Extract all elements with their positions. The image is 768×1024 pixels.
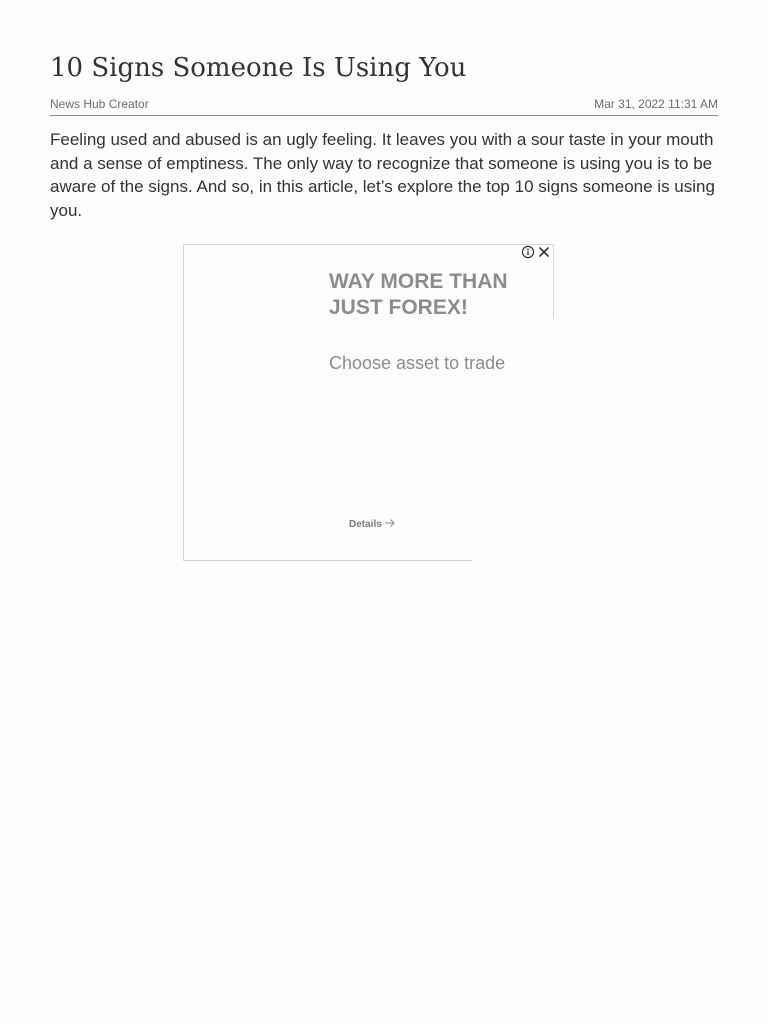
details-label: Details	[349, 519, 382, 530]
publish-date: Mar 31, 2022 11:31 AM	[594, 97, 718, 111]
ad-banner[interactable]	[183, 244, 553, 561]
arrow-right-icon	[384, 518, 396, 528]
details-link[interactable]	[349, 518, 396, 532]
ad-subtext[interactable]: Choose asset to trade	[329, 353, 506, 373]
ad-headline[interactable]: WAY MORE THAN JUST FOREX!	[329, 270, 508, 319]
close-icon[interactable]	[537, 245, 551, 259]
article-intro: Feeling used and abused is an ugly feeling. It leaves you with a sour taste in your mouth and a sense of emptiness. The only way to recognize that someone is using you is to be aware of the signs. And so, in this article, let’s explore the top 10 signs someone is using you.	[50, 130, 715, 220]
info-icon[interactable]	[521, 245, 535, 259]
article-meta	[50, 94, 718, 116]
ad-subtext-clip	[329, 351, 506, 377]
article-title: 10 Signs Someone Is Using You	[50, 53, 467, 83]
author-name[interactable]: News Hub Creator	[50, 97, 149, 111]
